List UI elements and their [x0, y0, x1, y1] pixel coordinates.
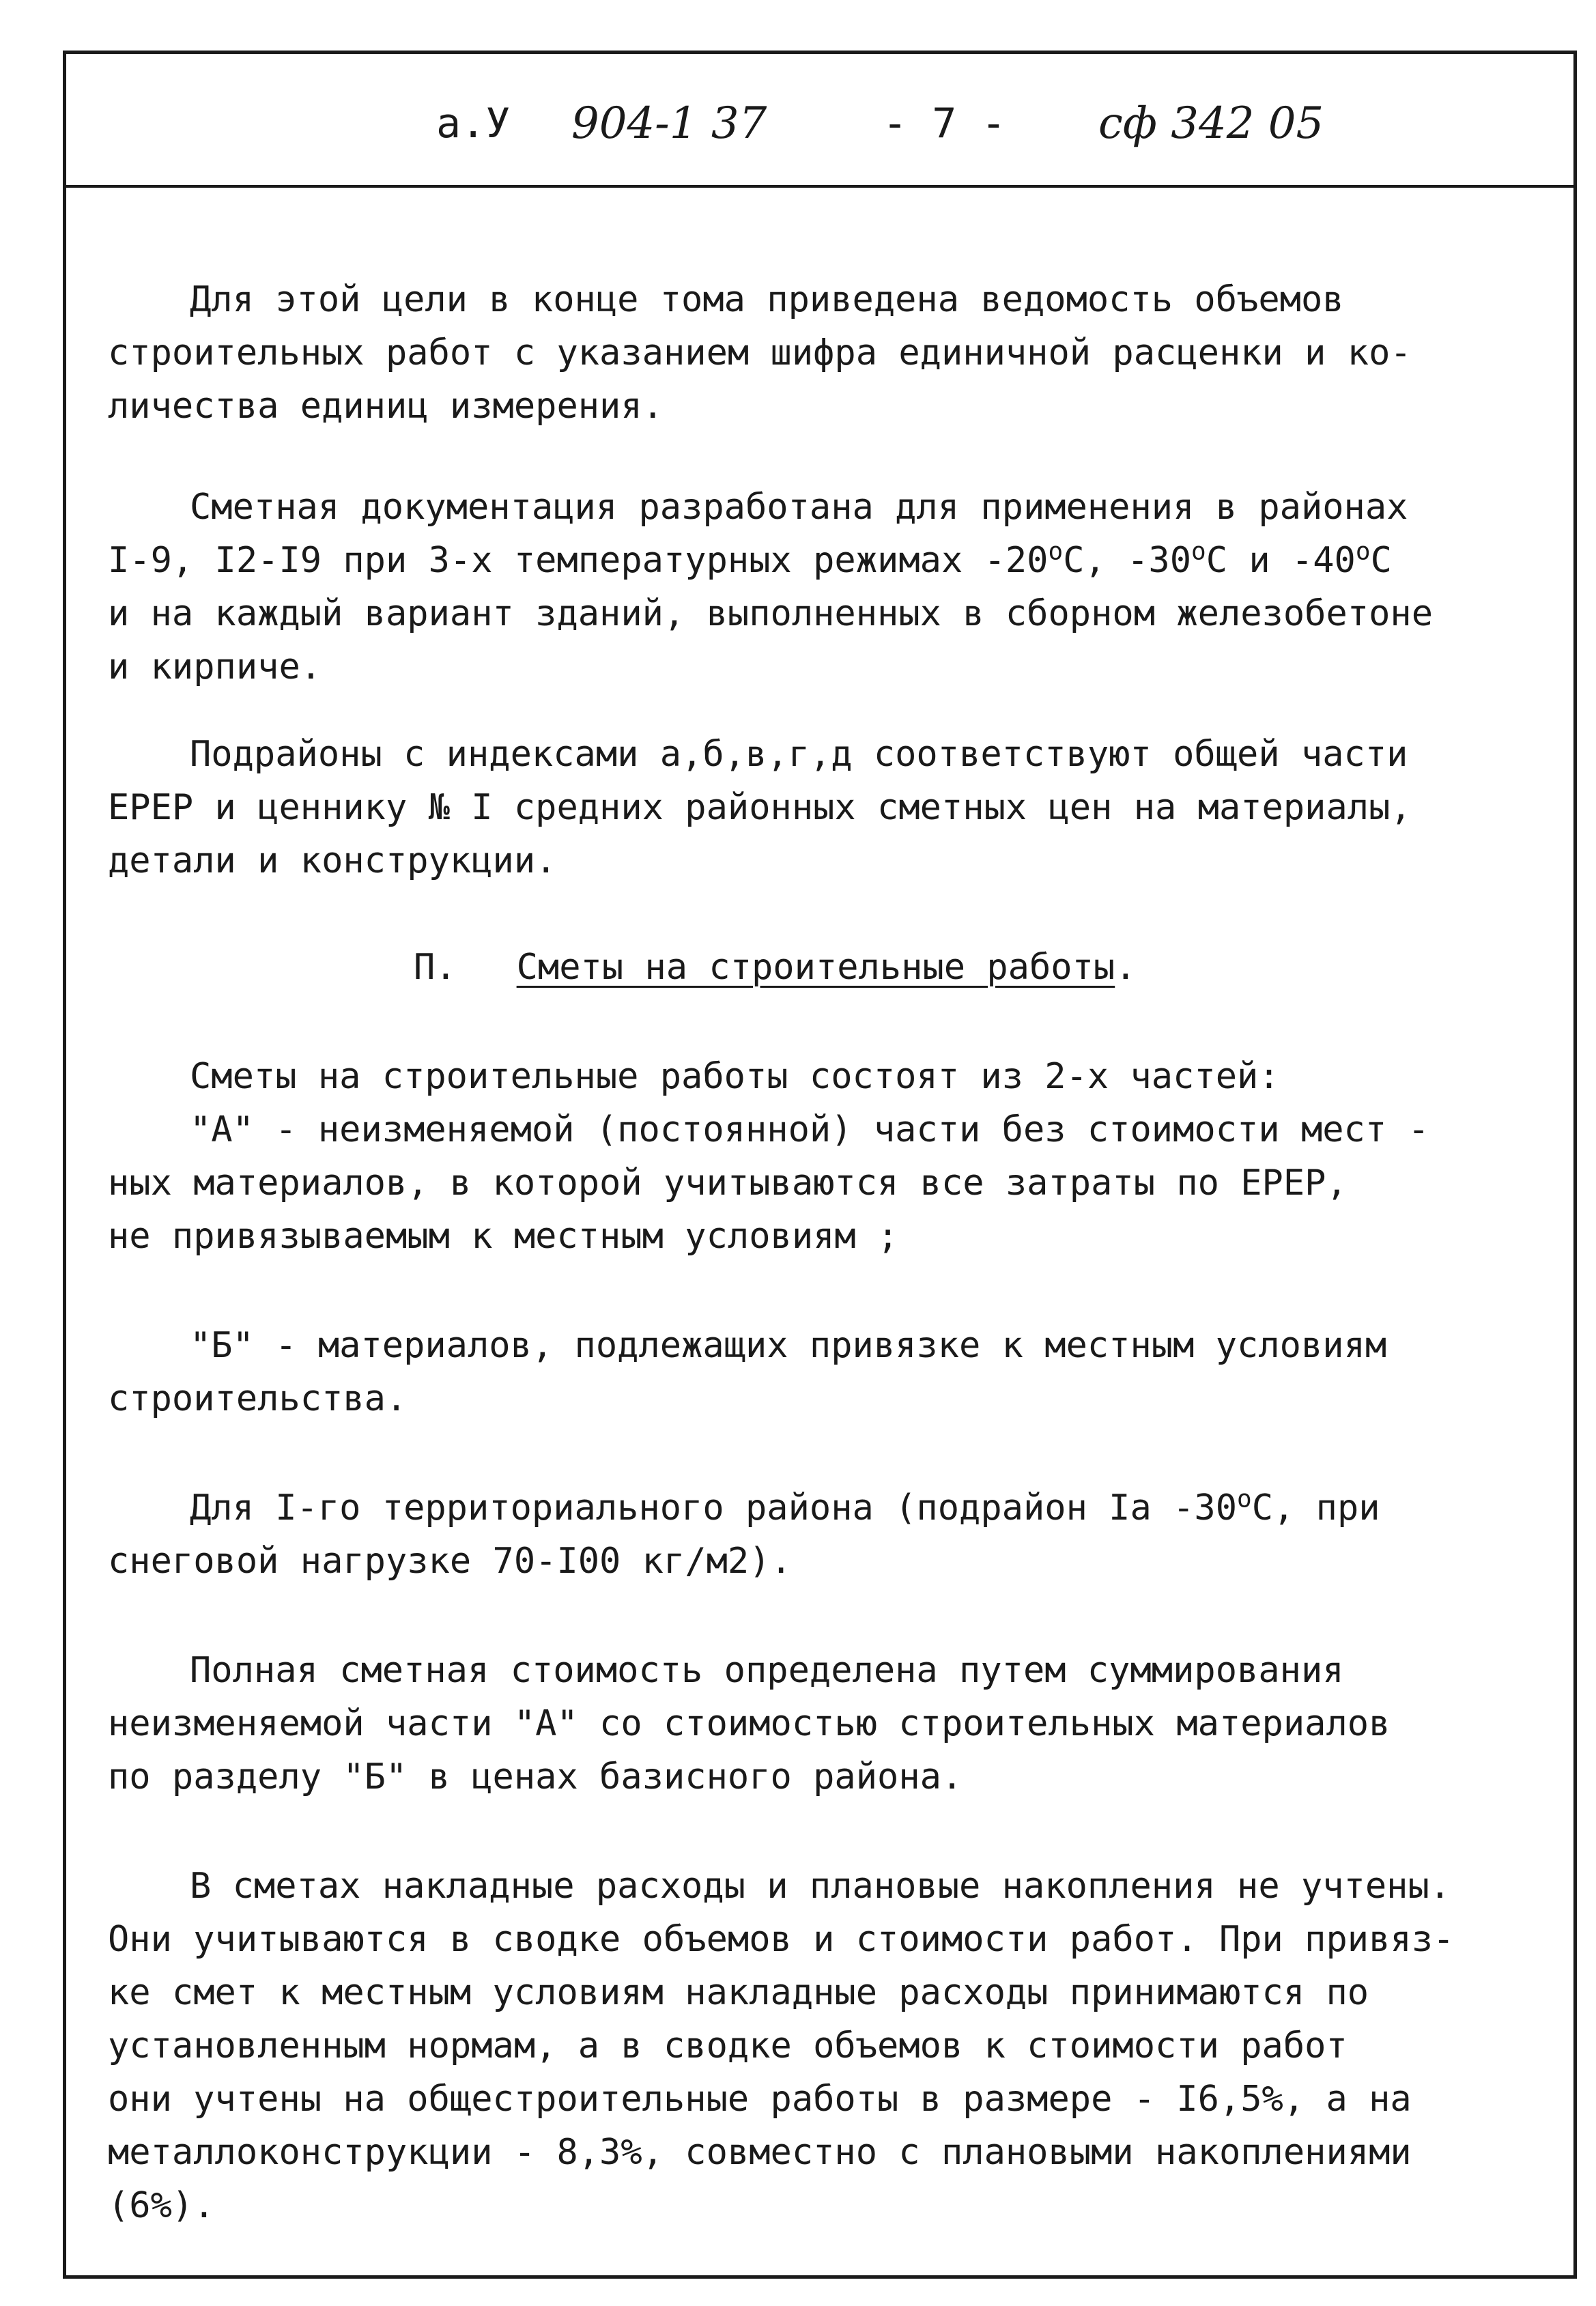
- page-number: - 7 -: [883, 100, 1006, 147]
- text-line: Для этой цели в конце тома приведена ведомость объемов: [190, 279, 1344, 320]
- text-line: установленным нормам, а в сводке объемов к стоимости работ: [108, 2025, 1348, 2066]
- series-prefix: а.У: [436, 100, 511, 147]
- text-line: Полная сметная стоимость определена путем суммирования: [190, 1650, 1344, 1691]
- text-line-region: [108, 1481, 1432, 1535]
- text-line: ных материалов, в которой учитываются все затраты по ЕРЕР,: [108, 1163, 1348, 1204]
- series-number: 904-1 37: [571, 98, 767, 149]
- text-line: и кирпиче.: [108, 646, 322, 687]
- text-span: Для I-го территориального района (подрайон Iа -30: [190, 1487, 1238, 1528]
- text-line: они учтены на общестроительные работы в размере - I6,5%, а на: [108, 2079, 1412, 2120]
- section-title: Сметы на строительные работы: [516, 947, 1115, 988]
- paragraph-5: [108, 1319, 1432, 1425]
- section-number: П.: [414, 947, 457, 988]
- text-line: строительных работ с указанием шифра единичной расценки и ко-: [108, 332, 1412, 373]
- text-line-temperatures: [108, 534, 1432, 587]
- text-line: Сметная документация разработана для применения в районах: [190, 487, 1408, 528]
- text-line: Подрайоны с индексами а,б,в,г,д соответствуют общей части: [190, 734, 1408, 775]
- paragraph-6: [108, 1481, 1432, 1588]
- paragraph-7: [108, 1644, 1432, 1804]
- text-line: В сметах накладные расходы и плановые накопления не учтены.: [190, 1866, 1451, 1907]
- document-body: [108, 273, 1455, 2232]
- text-line: "А" - неизменяемой (постоянной) части без стоимости мест -: [190, 1109, 1429, 1150]
- text-line: по разделу "Б" в ценах базисного района.: [108, 1756, 963, 1797]
- degree-sign: о: [1048, 537, 1064, 566]
- text-line: детали и конструкции.: [108, 840, 557, 881]
- degree-sign: о: [1191, 537, 1206, 566]
- text-span: С: [1370, 540, 1392, 581]
- paragraph-4: [108, 1050, 1432, 1263]
- text-span: С, -30: [1063, 540, 1192, 581]
- paragraph-2: [108, 481, 1432, 694]
- text-span: С, при: [1251, 1487, 1380, 1528]
- text-line: и на каждый вариант зданий, выполненных в сборном железобетоне: [108, 593, 1434, 634]
- sheet-code: сф 342 05: [1098, 98, 1324, 149]
- degree-sign: о: [1355, 537, 1371, 566]
- text-line: Сметы на строительные работы состоят из 2-х частей:: [190, 1056, 1280, 1097]
- text-span: I-9, I2-I9 при 3-х температурных режимах -20: [108, 540, 1049, 581]
- text-line: ЕРЕР и ценнику № I средних районных сметных цен на материалы,: [108, 787, 1412, 828]
- title-block: [66, 54, 1573, 188]
- text-line: металлоконструкции - 8,3%, совместно с плановыми накоплениями: [108, 2132, 1412, 2173]
- text-span: С и -40: [1206, 540, 1356, 581]
- paragraph-8: [108, 1860, 1455, 2232]
- text-line: ке смет к местным условиям накладные расходы принимаются по: [108, 1972, 1369, 2013]
- degree-sign: о: [1237, 1485, 1252, 1513]
- text-line: не привязываемым к местным условиям ;: [108, 1216, 899, 1257]
- paragraph-3: [108, 728, 1432, 887]
- text-line: "Б" - материалов, подлежащих привязке к местным условиям: [190, 1325, 1387, 1366]
- section-heading: [108, 941, 1432, 994]
- text-line: личества единиц измерения.: [108, 386, 664, 427]
- paragraph-1: [108, 273, 1432, 433]
- text-line: неизменяемой части "А" со стоимостью строительных материалов: [108, 1703, 1391, 1744]
- text-line: снеговой нагрузке 70-I00 кг/м2).: [108, 1541, 792, 1582]
- text-line: Они учитываются в сводке объемов и стоимости работ. При привяз-: [108, 1919, 1455, 1960]
- text-line: строительства.: [108, 1378, 408, 1419]
- text-line: (6%).: [108, 2185, 215, 2226]
- section-end: .: [1115, 947, 1137, 988]
